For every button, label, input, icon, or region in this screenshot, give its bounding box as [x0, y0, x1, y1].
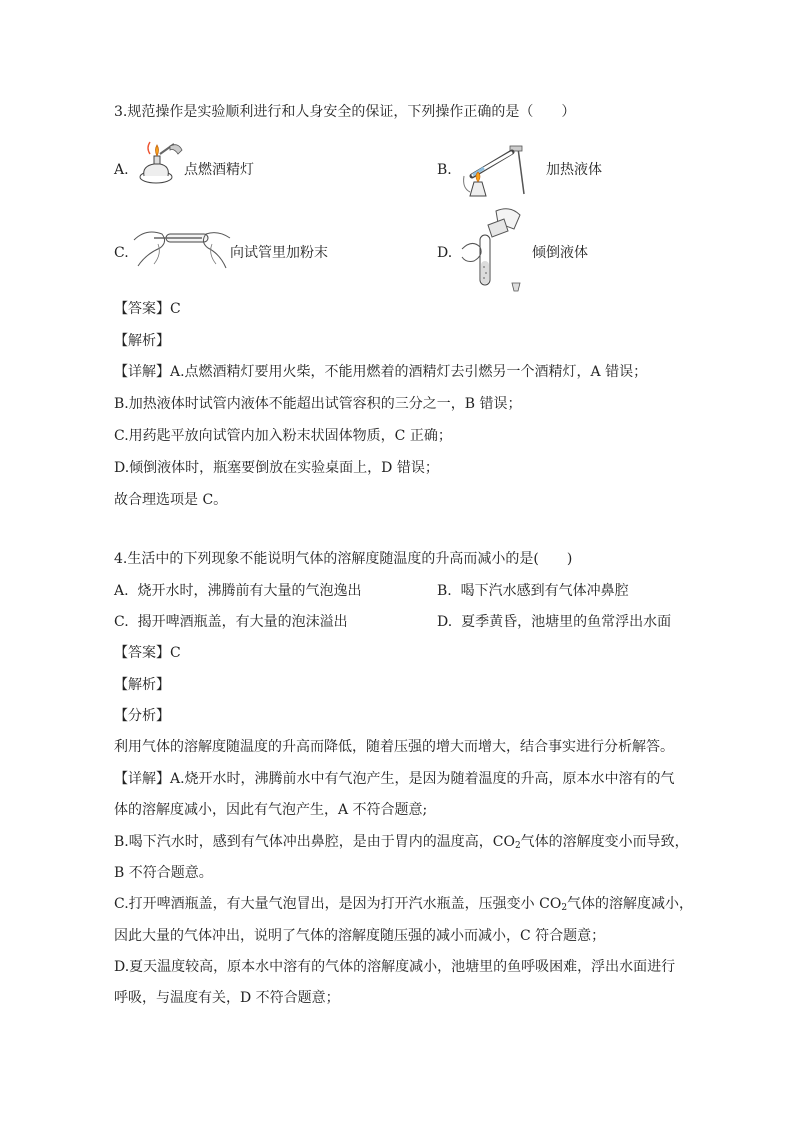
q4-detail-line: 因此大量的气体冲出，说明了气体的溶解度随压强的减小而减小，C 符合题意；: [114, 928, 606, 944]
q4-detail-b1-pre: B.喝下汽水时，感到有气体冲出鼻腔，是由于胃内的温度高，CO: [114, 834, 515, 850]
q3-stem: 3.规范操作是实验顺利进行和人身安全的保证，下列操作正确的是（ ）: [114, 104, 576, 120]
q3-analysis-heading: 【解析】: [114, 333, 170, 349]
q4-analysis-heading: 【解析】: [114, 677, 170, 693]
q3-option-a-letter: A.: [114, 162, 129, 178]
q4-option-d: [437, 612, 671, 632]
q4-detail-b1-post: 气体的溶解度变小而导致，: [520, 834, 689, 850]
q4-option-d-text: 夏季黄昏，池塘里的鱼常浮出水面: [461, 614, 672, 630]
q4-option-a-letter: A.: [114, 583, 129, 599]
q3-detail-line: C.用药匙平放向试管内加入粉末状固体物质，C 正确；: [114, 428, 452, 444]
q4-detail-line: 呼吸，与温度有关，D 不符合题意；: [114, 990, 340, 1006]
q4-option-c: [114, 612, 348, 632]
q4-detail-line: D.夏天温度较高，原本水中溶有的气体的溶解度减小，池塘里的鱼呼吸困难，浮出水面进行: [114, 959, 676, 975]
q4-stem: 4.生活中的下列现象不能说明气体的溶解度随温度的升高而减小的是( ): [114, 551, 573, 567]
q3-conclusion: 故合理选项是 C。: [114, 492, 228, 508]
heating-liquid-icon: [460, 142, 530, 204]
alcohol-lamp-ignite-icon: [130, 140, 186, 188]
pour-liquid-icon: [458, 205, 530, 301]
q4-option-a: [114, 581, 361, 601]
q4-option-b: [437, 581, 629, 601]
q4-option-b-letter: B.: [437, 583, 452, 599]
q4-answer: 【答案】C: [114, 645, 181, 661]
q4-fenxi-heading: 【分析】: [114, 708, 170, 724]
q3-option-c-letter: C.: [114, 245, 129, 261]
q4-option-b-text: 喝下汽水感到有气体冲鼻腔: [460, 583, 629, 599]
q3-answer: 【答案】C: [114, 301, 181, 317]
q4-detail-line: 体的溶解度减小，因此有气泡产生，A 不符合题意;: [114, 802, 428, 818]
q4-detail-line: [114, 832, 689, 856]
add-powder-icon: [132, 224, 232, 274]
q3-option-b-letter: B.: [437, 162, 452, 178]
q3-detail-line: 【详解】A.点燃酒精灯要用火柴，不能用燃着的酒精灯去引燃另一个酒精灯，A 错误；: [114, 364, 648, 380]
q4-detail-line: 【详解】A.烧开水时，沸腾前水中有气泡产生，是因为随着温度的升高，原本水中溶有的气: [114, 771, 675, 787]
q4-option-c-text: 揭开啤酒瓶盖，有大量的泡沫溢出: [137, 614, 348, 630]
q4-detail-b1-sub: 2: [514, 841, 521, 851]
q3-option-d-letter: D.: [437, 245, 453, 261]
q4-detail-line: B 不符合题意。: [114, 865, 213, 881]
q3-option-b-text: 加热液体: [546, 162, 602, 178]
q4-option-a-text: 烧开水时，沸腾前有大量的气泡逸出: [137, 583, 362, 599]
q3-option-a-text: 点燃酒精灯: [184, 162, 254, 178]
q4-fenxi-text: 利用气体的溶解度随温度的升高而降低，随着压强的增大而增大，结合事实进行分析解答。: [114, 739, 674, 755]
q4-option-d-letter: D.: [437, 614, 453, 630]
q4-detail-c1-pre: C.打开啤酒瓶盖，有大量气泡冒出，是因为打开汽水瓶盖，压强变小 CO: [114, 896, 562, 912]
q4-detail-c1-post: 气体的溶解度减小，: [567, 896, 694, 912]
q3-detail-line: D.倾倒液体时，瓶塞要倒放在实验桌面上，D 错误；: [114, 460, 439, 476]
q3-option-d-text: 倾倒液体: [532, 245, 588, 261]
q3-detail-line: B.加热液体时试管内液体不能超出试管容积的三分之一，B 错误；: [114, 396, 522, 412]
q3-option-c-text: 向试管里加粉末: [230, 245, 328, 261]
q4-detail-c1-sub: 2: [561, 903, 568, 913]
q4-detail-line: [114, 894, 693, 918]
q4-option-c-letter: C.: [114, 614, 129, 630]
